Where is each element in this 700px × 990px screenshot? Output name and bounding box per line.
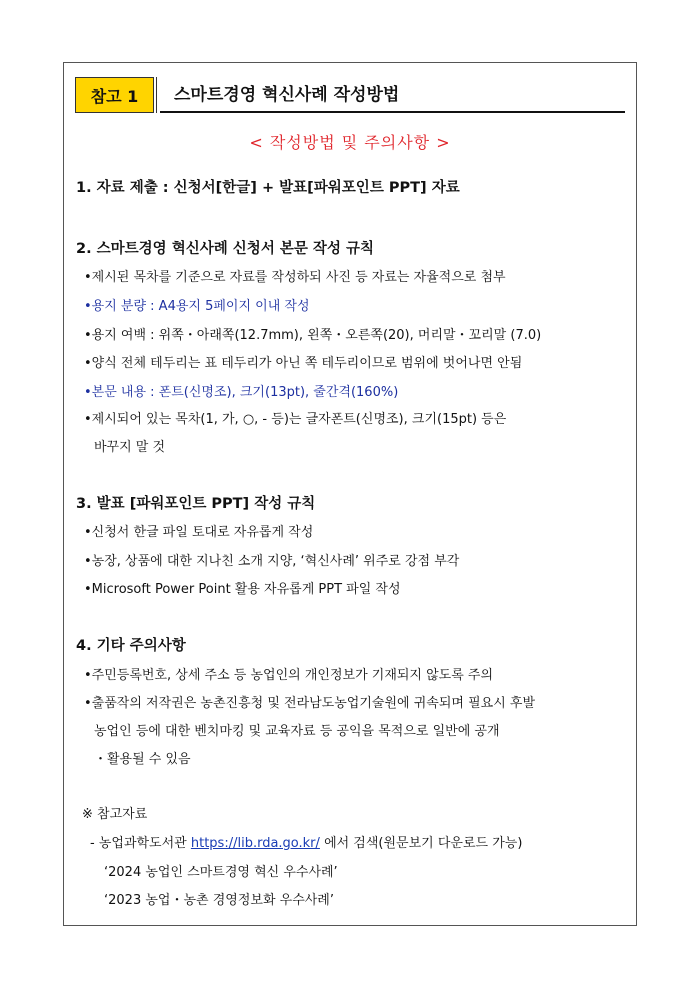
section-2-title: 2. 스마트경영 혁신사례 신청서 본문 작성 규칙 [76,241,375,257]
list-item-continuation: ・활용될 수 있음 [94,752,191,767]
library-link[interactable]: https://lib.rda.go.kr/ [190,836,320,851]
list-item: •본문 내용 : 폰트(신명조), 크기(13pt), 줄간격(160%) [84,385,399,400]
list-item: •주민등록번호, 상세 주소 등 농업인의 개인정보가 기재되지 않도록 주의 [84,668,494,683]
reference-prefix: - 농업과학도서관 [90,836,187,851]
reference-tag-label: 참고 1 [90,86,139,106]
list-item: •제시된 목차를 기준으로 자료를 작성하되 사진 등 자료는 자율적으로 첨부 [84,270,506,285]
list-item-continuation: 바꾸지 말 것 [94,440,166,455]
section-3-title: 3. 발표 [파워포인트 PPT] 작성 규칙 [76,496,316,512]
list-item: •용지 여백 : 위쪽・아래쪽(12.7mm), 왼쪽・오른쪽(20), 머리말・꼬리말 (7.0) [84,328,542,343]
subtitle: < 작성방법 및 주의사항 > [249,133,451,152]
list-item: •Microsoft Power Point 활용 자유롭게 PPT 파일 작성 [84,582,401,597]
section-1-title: 1. 자료 제출 : 신청서[한글] + 발표[파워포인트 PPT] 자료 [76,180,460,196]
reference-search-line [90,832,522,851]
list-item: •출품작의 저작권은 농촌진흥청 및 전라남도농업기술원에 귀속되며 필요시 후발 [84,696,536,711]
reference-suffix: 에서 검색(원문보기 다운로드 가능) [324,836,523,851]
document-header [75,77,625,113]
list-item: •제시되어 있는 목차(1, 가, ○, - 등)는 글자폰트(신명조), 크기(15pt) 등은 [84,412,507,427]
list-item: •농장, 상품에 대한 지나친 소개 지양, ‘혁신사례’ 위주로 강점 부각 [84,554,460,569]
section-4-title: 4. 기타 주의사항 [76,638,186,654]
list-item: •신청서 한글 파일 토대로 자유롭게 작성 [84,525,314,540]
list-item: •양식 전체 테두리는 표 테두리가 아닌 쪽 테두리이므로 범위에 벗어나면 안됨 [84,356,523,371]
references-heading: ※ 참고자료 [82,807,148,822]
page-title: 스마트경영 혁신사례 작성방법 [174,85,400,105]
header-divider [156,77,157,113]
list-item: •용지 분량 : A4용지 5페이지 이내 작성 [84,299,310,314]
reference-item: ‘2024 농업인 스마트경영 혁신 우수사례’ [104,865,338,880]
reference-tag [75,77,154,113]
header-underline [160,111,625,113]
list-item-continuation: 농업인 등에 대한 벤치마킹 및 교육자료 등 공익을 목적으로 일반에 공개 [94,724,500,739]
reference-item: ‘2023 농업・농촌 경영정보화 우수사례’ [104,893,334,908]
